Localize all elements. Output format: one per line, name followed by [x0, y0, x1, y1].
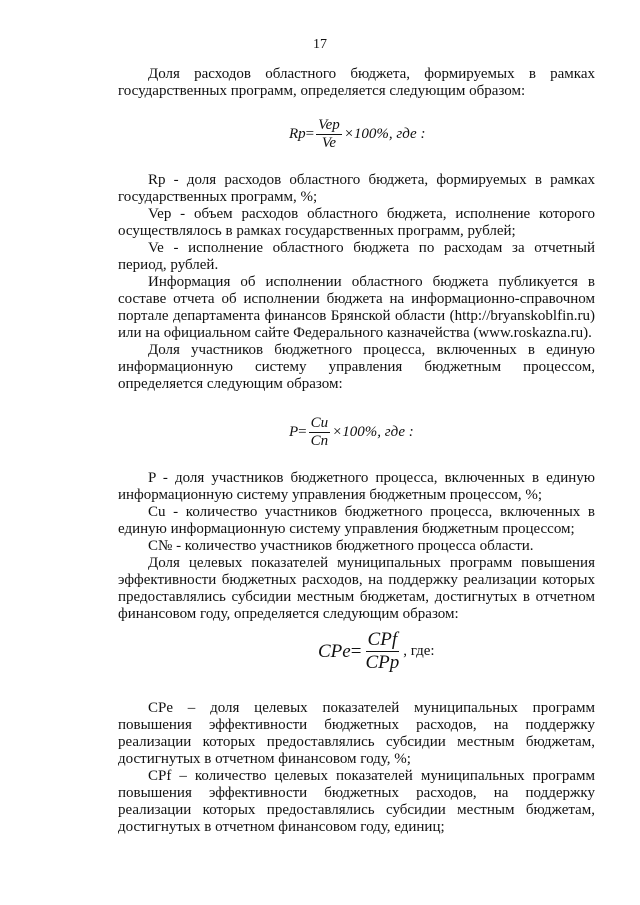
formula-rp [289, 118, 425, 151]
formula-rhs: , где: [403, 643, 435, 659]
paragraph: CPe – доля целевых показателей муниципальных программ повышения эффективности бюджетных расходов, на поддержку реализации которых предоставлялись субсидии местным бюджетам, достигнутых в отчетном финансовом году, %; [118, 700, 595, 767]
formula-lhs: P [289, 424, 299, 440]
formula-numerator: Cu [310, 415, 329, 431]
formula-eq: = [305, 126, 315, 142]
paragraph-intro-1 [118, 66, 595, 100]
formula-lhs: Rp [289, 126, 306, 142]
formula-numerator: Vep [318, 117, 340, 133]
formula-eq: = [350, 641, 362, 662]
formula-rhs: ×100%, где : [343, 126, 426, 142]
formula-denominator: CPp [365, 652, 400, 673]
paragraph: Доля участников бюджетного процесса, включенных в единую информационную систему управления бюджетным процессом, определяется следующим образом: [118, 342, 595, 392]
paragraph: Rp - доля расходов областного бюджета, формируемых в рамках государственных программ, %; [118, 172, 595, 205]
paragraph: Информация об исполнении областного бюджета публикуется в составе отчета об исполнении бюджета на информационно-справочном портале департамента финансов Брянской области (http://bryanskoblfin.ru) или на официальном сайте Федерального казначейства (www.roskazna.ru). [118, 274, 595, 341]
definitions-block-1 [118, 172, 595, 393]
formula-p [289, 416, 414, 449]
paragraph: CPf – количество целевых показателей муниципальных программ повышения эффективности бюджетных расходов, на поддержку реализации которых предоставлялись субсидии местным бюджетам, достигнутых в отчетном финансовом году, единиц; [118, 768, 595, 835]
formula-fraction [309, 416, 331, 449]
paragraph: Cu - количество участников бюджетного процесса, включенных в единую информационную систему управления бюджетным процессом; [118, 504, 595, 537]
formula-numerator: CPf [367, 629, 398, 650]
paragraph: Доля целевых показателей муниципальных программ повышения эффективности бюджетных расходов, на поддержку реализации которых предоставлялись субсидии местным бюджетам, достигнутых в отчетном финансовом году, определяется следующим образом: [118, 555, 595, 622]
paragraph: C№ - количество участников бюджетного процесса области. [148, 538, 534, 554]
formula-cpe [318, 630, 435, 673]
formula-fraction [363, 630, 401, 673]
formula-fraction [316, 118, 342, 151]
formula-denominator: Ve [321, 135, 337, 151]
formula-rhs: ×100%, где : [332, 424, 414, 440]
formula-eq: = [298, 424, 307, 440]
formula-denominator: Cn [310, 433, 329, 449]
paragraph: Vep - объем расходов областного бюджета, исполнение которого осуществлялось в рамках государственных программ, рублей; [118, 206, 595, 239]
definitions-block-2 [118, 470, 595, 623]
paragraph: Ve - исполнение областного бюджета по расходам за отчетный период, рублей. [118, 240, 595, 273]
paragraph: Доля расходов областного бюджета, формируемых в рамках государственных программ, определяется следующим образом: [118, 66, 595, 99]
definitions-block-3 [118, 700, 595, 836]
paragraph: P - доля участников бюджетного процесса, включенных в единую информационную систему управления бюджетным процессом, %; [118, 470, 595, 503]
page-number: 17 [313, 37, 327, 52]
formula-lhs: CPe [318, 641, 351, 662]
